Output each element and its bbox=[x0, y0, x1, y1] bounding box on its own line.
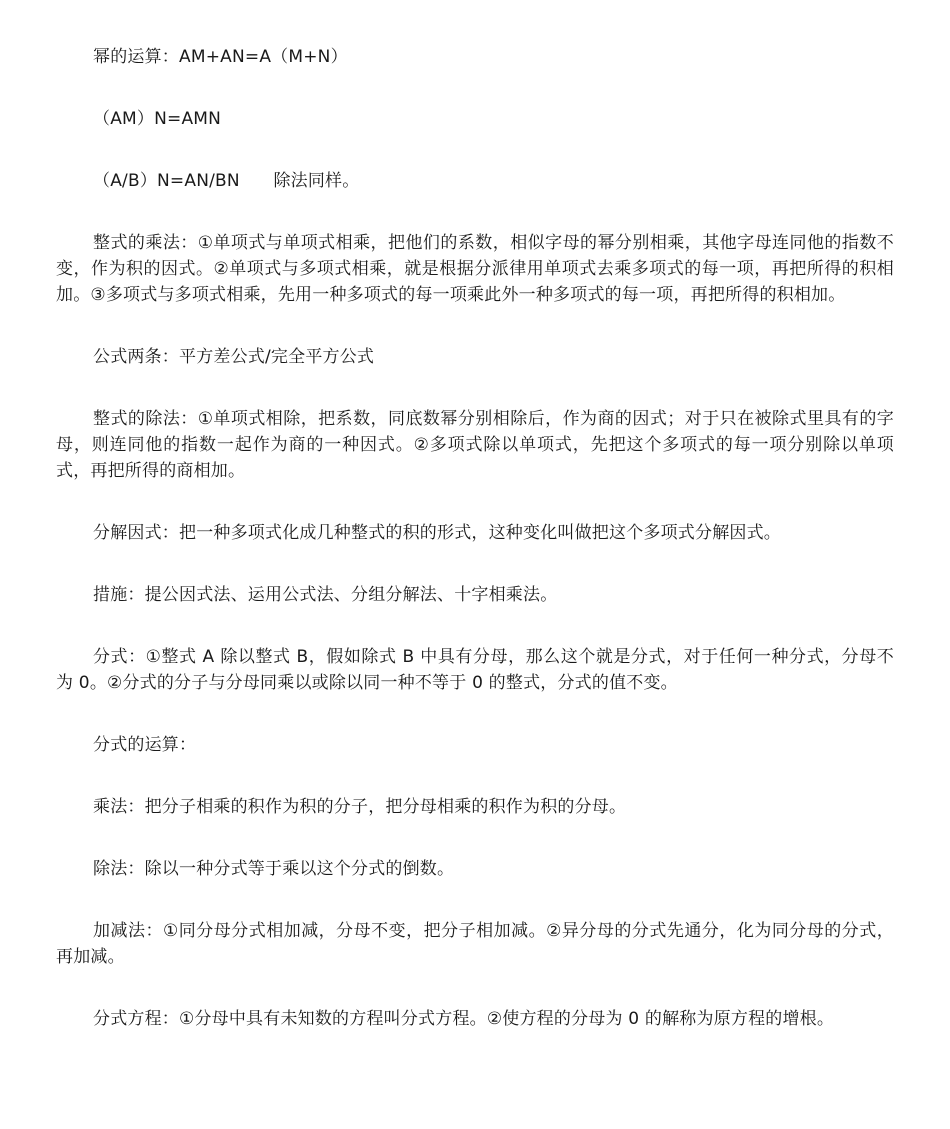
paragraph-fraction-operations-heading: 分式的运算： bbox=[93, 735, 197, 755]
paragraph-polynomial-division: 整式的除法：①单项式相除，把系数，同底数幂分别相除后，作为商的因式；对于只在被除式里具有的字母，则连同他的指数一起作为商的一种因式。②多项式除以单项式，先把这个多项式的每一项分别除以单项式，再把所得的商相加。 bbox=[56, 409, 894, 481]
paragraph-power-rule: 幂的运算：AM+AN=A（M+N） bbox=[93, 47, 348, 67]
paragraph-factorization-methods: 措施：提公因式法、运用公式法、分组分解法、十字相乘法。 bbox=[93, 585, 558, 605]
paragraph-factorization: 分解因式：把一种多项式化成几种整式的积的形式，这种变化叫做把这个多项式分解因式。 bbox=[93, 523, 781, 543]
paragraph-fraction-definition: 分式：①整式 A 除以整式 B，假如除式 B 中具有分母，那么这个就是分式，对于任何一种分式，分母不为 0。②分式的分子与分母同乘以或除以同一种不等于 0 的整式，分式的值不变。 bbox=[56, 647, 894, 693]
paragraph-fraction-division: 除法：除以一种分式等于乘以这个分式的倒数。 bbox=[93, 859, 455, 879]
paragraph-power-of-quotient: （A/B）N=AN/BN 除法同样。 bbox=[93, 171, 360, 191]
document-body bbox=[56, 44, 894, 1032]
paragraph-fraction-multiplication: 乘法：把分子相乘的积作为积的分子，把分母相乘的积作为积的分母。 bbox=[93, 797, 627, 817]
paragraph-fraction-addition-subtraction: 加减法：①同分母分式相加减，分母不变，把分子相加减。②异分母的分式先通分，化为同分母的分式，再加减。 bbox=[56, 921, 894, 967]
paragraph-two-formulas: 公式两条：平方差公式/完全平方公式 bbox=[93, 347, 375, 367]
paragraph-polynomial-multiplication: 整式的乘法：①单项式与单项式相乘，把他们的系数，相似字母的幂分别相乘，其他字母连同他的指数不变，作为积的因式。②单项式与多项式相乘，就是根据分派律用单项式去乘多项式的每一项，再把所得的积相加。③多项式与多项式相乘，先用一种多项式的每一项乘此外一种多项式的每一项，再把所得的积相加。 bbox=[56, 233, 894, 305]
paragraph-fractional-equation: 分式方程：①分母中具有未知数的方程叫分式方程。②使方程的分母为 0 的解称为原方程的增根。 bbox=[93, 1009, 835, 1029]
paragraph-power-of-power: （AM）N=AMN bbox=[93, 109, 222, 129]
